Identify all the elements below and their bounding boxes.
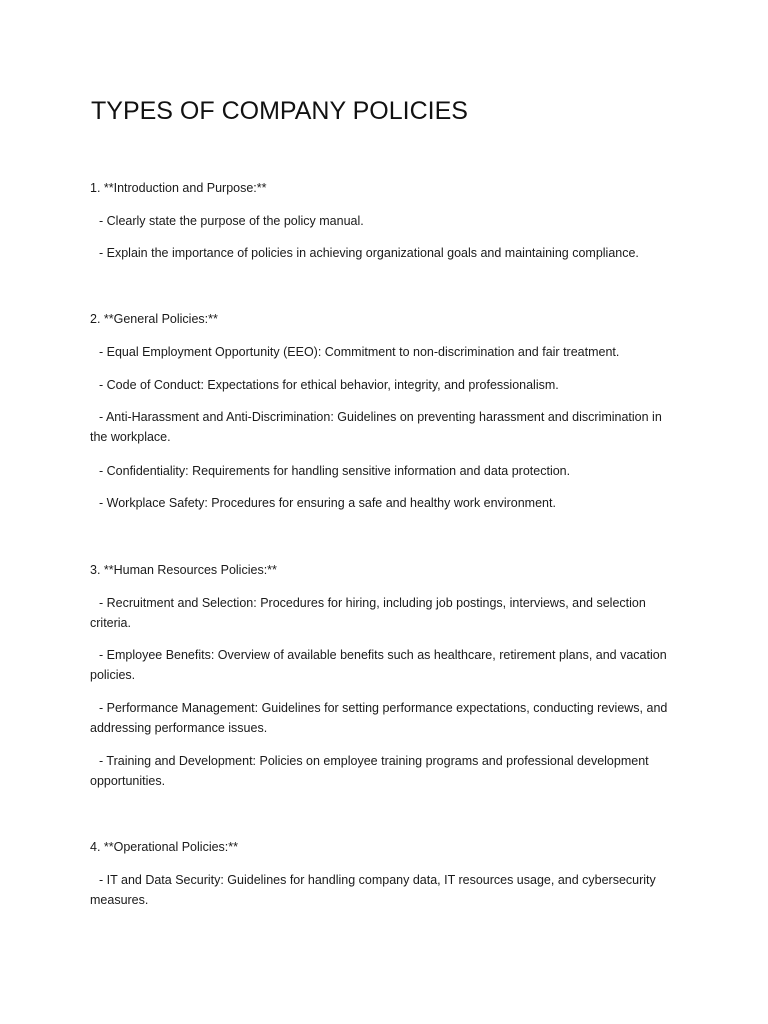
list-item: - Equal Employment Opportunity (EEO): Commitment to non-discrimination and fair treatment. — [99, 345, 620, 359]
list-item: - IT and Data Security: Guidelines for handling company data, IT resources usage, and cybersecurity measures. — [90, 873, 656, 907]
list-item: - Workplace Safety: Procedures for ensuring a safe and healthy work environment. — [99, 496, 556, 510]
list-item: - Recruitment and Selection: Procedures for hiring, including job postings, interviews, and selection criteria. — [90, 596, 646, 630]
list-item: - Employee Benefits: Overview of available benefits such as healthcare, retirement plans, and vacation policies. — [90, 648, 667, 682]
section-heading-human-resources: 3. **Human Resources Policies:** — [90, 563, 277, 577]
section-heading-operational-policies: 4. **Operational Policies:** — [90, 840, 238, 854]
list-item: - Anti-Harassment and Anti-Discrimination: Guidelines on preventing harassment and discrimination in the workplace. — [90, 410, 662, 444]
section-heading-general-policies: 2. **General Policies:** — [90, 312, 218, 326]
list-item: - Clearly state the purpose of the policy manual. — [99, 214, 364, 228]
list-item: - Confidentiality: Requirements for handling sensitive information and data protection. — [99, 464, 571, 478]
list-item: - Performance Management: Guidelines for setting performance expectations, conducting reviews, and addressing performance issues. — [90, 701, 668, 735]
list-item: - Code of Conduct: Expectations for ethical behavior, integrity, and professionalism. — [99, 378, 559, 392]
section-heading-introduction: 1. **Introduction and Purpose:** — [90, 181, 267, 195]
list-item: - Training and Development: Policies on employee training programs and professional development opportunities. — [90, 754, 649, 788]
document-title: TYPES OF COMPANY POLICIES — [91, 97, 468, 125]
list-item: - Explain the importance of policies in achieving organizational goals and maintaining compliance. — [99, 246, 639, 260]
